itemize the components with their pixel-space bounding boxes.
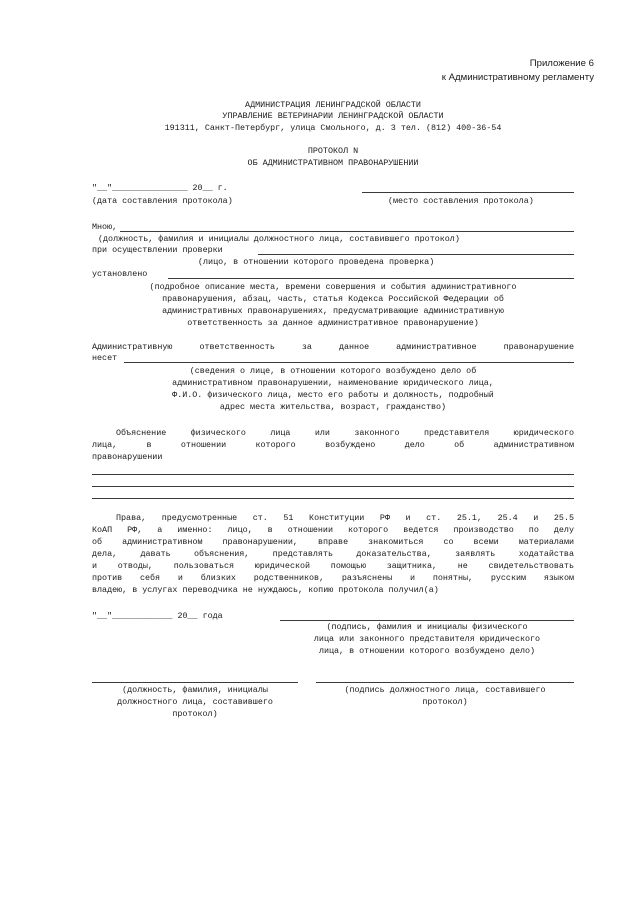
audit-caption: (лицо, в отношении которого проведена проверка) bbox=[198, 257, 435, 267]
established-caption-1: (подробное описание места, времени совершения и события административного bbox=[149, 282, 517, 292]
liability-label: несет bbox=[92, 353, 118, 363]
org-department: УПРАВЛЕНИЕ ВЕТЕРИНАРИИ ЛЕНИНГРАДСКОЙ ОБЛАСТИ bbox=[222, 111, 444, 121]
liability-caption-2: административном правонарушении, наименование юридического лица, bbox=[172, 378, 494, 388]
person-signature-line[interactable] bbox=[280, 620, 574, 621]
signature-caption-2: лица или законного представителя юридического bbox=[313, 634, 541, 644]
rights-last-line: владею, в услугах переводчика не нуждаюсь, копию протокола получил(а) bbox=[92, 585, 439, 595]
established-label: установлено bbox=[92, 269, 148, 279]
rights-line-5: и отводы, пользоваться юридической помощью защитника, не свидетельствовать bbox=[92, 561, 574, 571]
official-signature-line[interactable] bbox=[316, 682, 574, 683]
footer-right-caption-2: протокол) bbox=[422, 697, 468, 707]
rights-line-6: против себя и близких родственников, разъяснены и понятны, русским языком bbox=[92, 573, 574, 583]
explanation-blank-line-2[interactable] bbox=[92, 486, 574, 487]
org-address: 191311, Санкт-Петербург, улица Смольного, д. 3 тел. (812) 400-36-54 bbox=[164, 123, 502, 133]
rights-line-1: Права, предусмотренные ст. 51 Конституции РФ и ст. 25.1, 25.4 и 25.5 bbox=[116, 513, 574, 523]
audit-label: при осуществлении проверки bbox=[92, 245, 223, 255]
audit-line[interactable] bbox=[258, 254, 574, 255]
official-label: Мною, bbox=[92, 222, 118, 232]
signature-date-field[interactable]: "__"____________ 20__ года bbox=[92, 611, 223, 621]
established-caption-4: ответственность за данное административное правонарушение) bbox=[187, 318, 479, 328]
protocol-subtitle: ОБ АДМИНИСТРАТИВНОМ ПРАВОНАРУШЕНИИ bbox=[247, 158, 419, 168]
official-line[interactable] bbox=[120, 231, 574, 232]
signature-caption-3: лица, в отношении которого возбуждено дело) bbox=[318, 646, 536, 656]
official-name-line[interactable] bbox=[92, 682, 298, 683]
liability-caption-3: Ф.И.О. физического лица, место его работы и должность, подробный bbox=[172, 390, 494, 400]
protocol-date-caption: (дата составления протокола) bbox=[92, 196, 233, 206]
protocol-place-caption: (место составления протокола) bbox=[388, 196, 534, 206]
rights-line-3: об административном правонарушении, вправе знакомиться со всеми материалами bbox=[92, 537, 574, 547]
explanation-line-3: правонарушении bbox=[92, 452, 163, 462]
established-caption-3: административных правонарушениях, предусматривающие административную bbox=[162, 306, 504, 316]
established-caption-2: правонарушения, абзац, часть, статья Кодекса Российской Федерации об bbox=[162, 294, 504, 304]
established-line[interactable] bbox=[168, 278, 574, 279]
footer-left-caption-1: (должность, фамилия, инициалы bbox=[122, 685, 268, 695]
appendix-line-2: к Административному регламенту bbox=[441, 72, 594, 83]
protocol-date-field[interactable]: "__"_______________ 20__ г. bbox=[92, 183, 228, 193]
rights-line-4: дела, давать объяснения, представлять доказательства, заявлять ходатайства bbox=[92, 549, 574, 559]
rights-line-2: КоАП РФ, а именно: лицо, в отношении которого ведется производство по делу bbox=[92, 525, 574, 535]
liability-caption-1: (сведения о лице, в отношении которого возбуждено дело об bbox=[189, 366, 477, 376]
liability-line[interactable] bbox=[124, 362, 574, 363]
footer-right-caption-1: (подпись должностного лица, составившего bbox=[344, 685, 546, 695]
protocol-place-line[interactable] bbox=[362, 192, 574, 193]
liability-caption-4: адрес места жительства, возраст, гражданство) bbox=[219, 402, 447, 412]
footer-left-caption-3: протокол) bbox=[172, 709, 218, 719]
liability-line-1: Административную ответственность за данное административное правонарушение bbox=[92, 342, 574, 352]
official-caption: (должность, фамилия и инициалы должностного лица, составившего протокол) bbox=[98, 234, 460, 244]
explanation-blank-line-3[interactable] bbox=[92, 498, 574, 499]
protocol-title: ПРОТОКОЛ N bbox=[307, 146, 359, 156]
footer-left-caption-2: должностного лица, составившего bbox=[117, 697, 273, 707]
explanation-line-1: Объяснение физического лица или законного представителя юридического bbox=[116, 428, 574, 438]
explanation-blank-line-1[interactable] bbox=[92, 474, 574, 475]
appendix-line-1: Приложение 6 bbox=[529, 58, 594, 69]
org-name: АДМИНИСТРАЦИЯ ЛЕНИНГРАДСКОЙ ОБЛАСТИ bbox=[245, 100, 421, 110]
signature-caption-1: (подпись, фамилия и инициалы физического bbox=[326, 622, 528, 632]
explanation-line-2: лица, в отношении которого возбуждено дело об административном bbox=[92, 440, 574, 450]
